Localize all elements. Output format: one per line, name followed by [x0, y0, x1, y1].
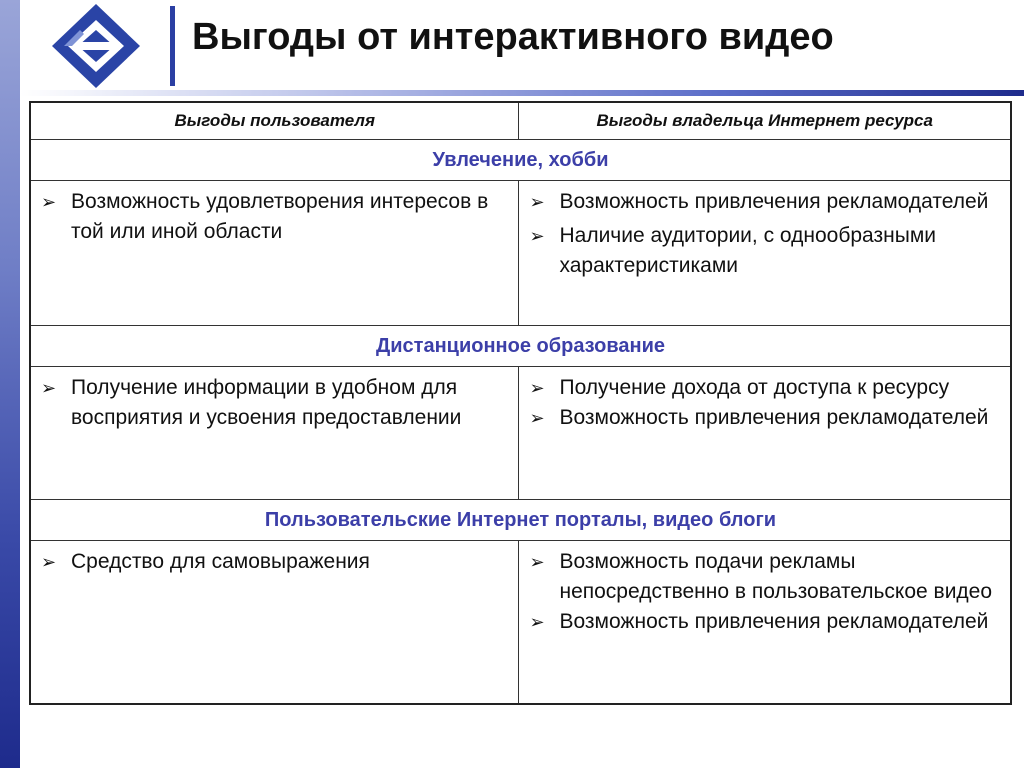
list-item-text: Средство для самовыражения	[71, 550, 370, 573]
section-row	[30, 500, 1011, 541]
list-item	[529, 547, 1000, 607]
column-header-user: Выгоды пользователя	[30, 102, 519, 140]
arrow-bullet-icon: ➢	[41, 552, 57, 572]
title-accent-bar	[170, 6, 175, 86]
section-row	[30, 140, 1011, 181]
list-item	[529, 403, 1000, 433]
list-item	[529, 607, 1000, 637]
arrow-bullet-icon: ➢	[529, 408, 545, 428]
section-row	[30, 326, 1011, 367]
list-item-text: Получение информации в удобном для восприятия и усвоения предоставлении	[71, 376, 462, 429]
user-benefits-cell	[30, 367, 519, 500]
arrow-bullet-icon: ➢	[529, 552, 545, 572]
owner-benefits-cell	[519, 181, 1011, 326]
list-item	[529, 187, 1000, 217]
benefits-table	[29, 101, 1012, 705]
arrow-bullet-icon: ➢	[41, 378, 57, 398]
arrow-bullet-icon: ➢	[529, 612, 545, 632]
list-item-text: Получение дохода от доступа к ресурсу	[559, 376, 950, 399]
page-title: Выгоды от интерактивного видео	[192, 16, 834, 58]
list-item-text: Возможность привлечения рекламодателей	[559, 610, 989, 633]
table-row	[30, 181, 1011, 326]
user-benefits-cell	[30, 541, 519, 705]
list-item-text: Возможность привлечения рекламодателей	[559, 190, 989, 213]
list-item	[41, 547, 508, 577]
header-divider	[20, 90, 1024, 96]
list-item-text: Возможность удовлетворения интересов в той или иной области	[71, 190, 489, 243]
user-benefits-cell	[30, 181, 519, 326]
list-item	[41, 373, 508, 433]
list-item	[41, 187, 508, 247]
arrow-bullet-icon: ➢	[41, 192, 57, 212]
list-item-text: Наличие аудитории, с однообразными характеристиками	[559, 224, 936, 277]
arrow-bullet-icon: ➢	[529, 226, 545, 246]
column-header-owner: Выгоды владельца Интернет ресурса	[519, 102, 1011, 140]
logo-icon	[50, 2, 142, 90]
table-header-row	[30, 102, 1011, 140]
section-heading-hobby: Увлечение, хобби	[30, 140, 1011, 181]
owner-benefits-cell	[519, 541, 1011, 705]
section-heading-distance-learning: Дистанционное образование	[30, 326, 1011, 367]
table-row	[30, 367, 1011, 500]
arrow-bullet-icon: ➢	[529, 192, 545, 212]
owner-benefits-cell	[519, 367, 1011, 500]
list-item-text: Возможность привлечения рекламодателей	[559, 406, 989, 429]
left-decorative-band	[0, 0, 20, 768]
arrow-bullet-icon: ➢	[529, 378, 545, 398]
list-item-text: Возможность подачи рекламы непосредственно в пользовательское видео	[559, 550, 993, 603]
section-heading-portals: Пользовательские Интернет порталы, видео блоги	[30, 500, 1011, 541]
table-row	[30, 541, 1011, 705]
list-item	[529, 373, 1000, 403]
list-item	[529, 221, 1000, 281]
